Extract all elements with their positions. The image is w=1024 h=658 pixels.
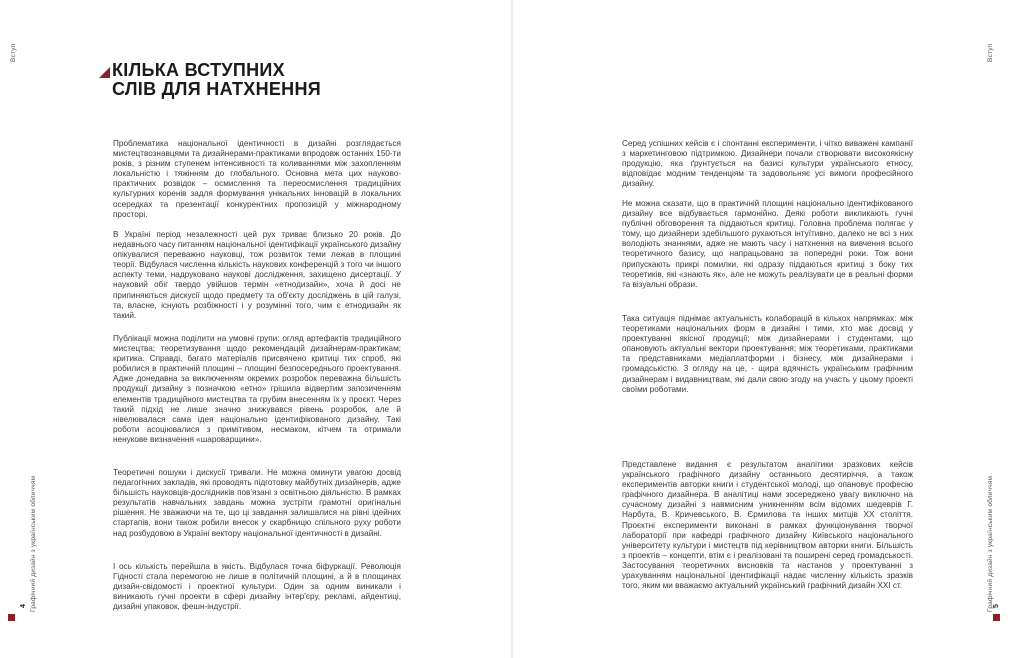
page-marker-left (8, 614, 15, 621)
paragraph: В Україні період незалежності цей рух триває близько 20 років. До недавнього часу питанням національної ідентифікації українського дизайну опікувалися переважно науковці, тож розвиток теми лежав в площині теорії. Відбулася численна кількість наукових конференцій з того чи іншого аспекту теми, надруковано наукові дослідження, захищено дисертації. У науковий обіг твердо увійшов термін «етнодизайн», хоча й досі не припиняються дискусії щодо предмету та об'єкту досліджень в цій галузі, та, власне, існують розбіжності і у розумінні того, чим є етнодизайн як такий. (113, 230, 401, 320)
page-marker-right (993, 614, 1000, 621)
running-head-section-right: Вступ (987, 43, 994, 62)
paragraph: Серед успішних кейсів є і спонтанні експерименти, і чітко виважені кампанії з маркетинговою підтримкою. Дизайнери почали створювати високоякісну продукцію, яка ґрунтується на базисі культури українського етносу, відповідає модним тенденціям та задовольняє усі вимоги професійного дизайну. (622, 139, 913, 189)
paragraph: І ось кількість перейшла в якість. Відбулася точка біфуркації. Революція Гідності стала перемогою не лише в політичній площині, а й в площинах дизайн-свідомості і проектної культури. Один за одним виникали і виникають гучні проекти в сфері дизайну інтер'єру, рекламі, айдентиці, дизайні упаковок, фешн-індустрії. (113, 562, 401, 612)
title-line-1: КІЛЬКА ВСТУПНИХ (112, 60, 285, 80)
paragraph: Публікації можна поділити на умовні групи: огляд артефактів традиційного мистецтва; теоретизування щодо рекомендацій дизайнерам-практикам; критика. Справді, багато матеріалів присвячено критиці тих спроб, які робилися в практичній площині – площині безпосереднього проектування. Адже донедавна за виключенням окремих розробок переважна більшість продукції дизайну з позначкою «етно» грішила відвертим запозиченням елементів традиційного мистецтва та грубим внесенням їх у проєкт. Через такий підхід не лише значно знижувався рівень розробок, але й нівелювалася сама ідея національно ідентифікованого дизайну. Такі роботи асоціювалися з примітивом, несмаком, кітчем та отримали ненукове визначення «шароварщини». (113, 334, 401, 444)
page-title (112, 61, 321, 99)
paragraph: Теоретичні пошуки і дискусії тривали. Не можна оминути увагою досвід педагогічних закладів, які проводять підготовку майбутніх дизайнерів, адже більшість науковців-дослідників пов'язані з освітньою діяльністю. В рамках результатів навчальних завдань можна зустріти грамотні оригінальні рішення. Не зважаючи на те, що ці завдання залишалися на рівні ідейних стартапів, вони також робили внесок у скарбницю спільного руху роботи над розбудовою в Україні вектору національної ідентичності в дизайні. (113, 468, 401, 538)
running-head-book-title-right: Графічний дизайн з українським обличчям (987, 475, 994, 612)
paragraph: Проблематика національної ідентичності в дизайні розглядається мистецтвознавцями та дизайнерами-практиками впродовж останніх 150-ти років, з різним ступенем інтенсивності та коливаннями між захопленням локальністю і тяжінням до глобального. Основна мета цих науково-практичних розвідок – осмислення та переосмислення традиційних культурних коренів задля формування унікальних інновацій в локальних осередках та презентації конкурентних пропозицій у міжнародному просторі. (113, 139, 401, 219)
triangle-marker-icon (99, 67, 110, 78)
running-head-book-title-left: Графічний дизайн з українським обличчям (30, 475, 37, 612)
page-number-right: 5 (993, 604, 1000, 608)
title-line-2: СЛІВ ДЛЯ НАТХНЕННЯ (112, 79, 322, 99)
paragraph: Така ситуація піднімає актуальність колаборацій в кількох напрямках: між теоретиками національних форм в дизайні і тими, хто має досвід у проектуванні якісної продукції; між дизайнерами і студентами, що опановують актуальні вектори проектування; між теоретиками, практиками та представниками медіаплатформи і бізнесу, між дизайнерами і громадськістю. З огляду на це, - щира вдячність українським графічним дизайнерам і видавництвам, які дали свою згоду на участь у цьому проекті своїми роботами. (622, 314, 913, 394)
paragraph: Не можна сказати, що в практичній площині національно ідентифікованого дизайну все відбувається гармонійно. Деякі роботи викликають гучні публічні обговорення та піддаються критиці. Головна проблема полягає у тому, що дизайнери здебільшого рухаються інтуїтивно, далеко не всі з них володіють знаннями, адже не мають часу і натхнення на вивчення всього теоретичного базису, що напрацьовано за попередні роки. Тож вони припускають прикрі помилки, які одразу піддаються критиці з боку тих теоретиків, які «знають як», але не можуть реалізувати це в реальні форми та візуальні образи. (622, 199, 913, 289)
running-head-section-left: Вступ (10, 43, 17, 62)
page-number-left: 4 (20, 604, 27, 608)
paragraph: Представлене видання є результатом аналітики зразкових кейсів українського графічного дизайну останнього десятиріччя, а також експериментів авторки книги і студентської молоді, що опановує професію графічного дизайнера. В аналітиці нами зосереджено увагу виключно на сучасному дизайні з навмисним уникненням всім відомих шедеврів Г. Нарбута, В. Кричевського, В. Єрмилова та інших митців ХХ століття. Проєктні експерименти виконані в рамках функціонування творчої лабораторії при кафедрі графічного дизайну Київського національного університету культури і мистецтв під керівництвом авторки книги. Більшість з проектів – концепти, втім є і реалізовані та поширені серед громадськості. Застосування теоретичних висновків та настанов у проектуванні з урахуванням національної ідентифікації надає численну кількість зразків того, яким ми вважаємо актуальний український графічний дизайн ХХІ ст. (622, 460, 913, 591)
